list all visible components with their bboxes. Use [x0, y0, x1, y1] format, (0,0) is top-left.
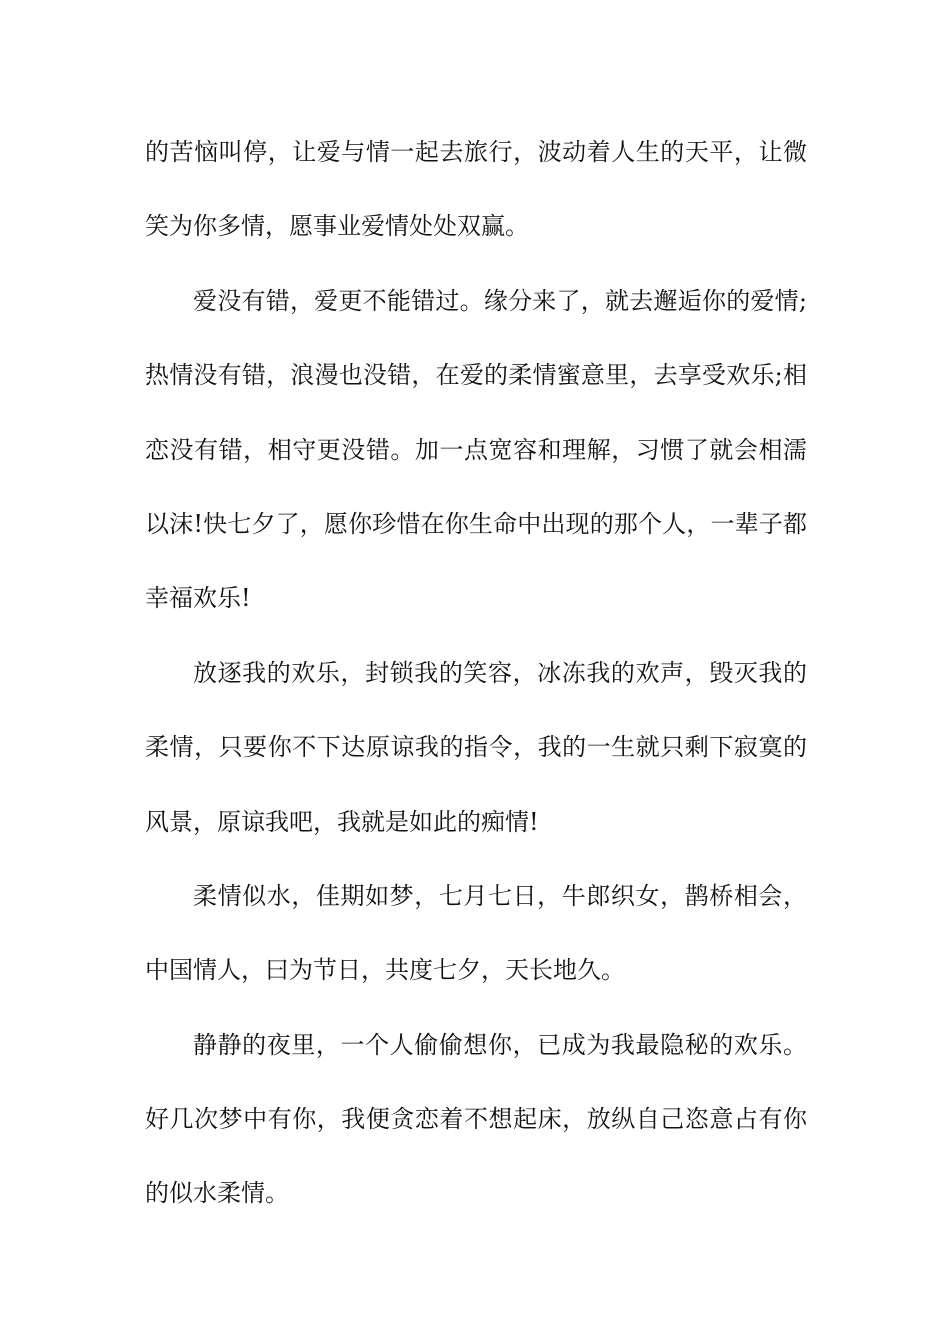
- body-text: [145, 128, 807, 1244]
- text-line: 以沫!快七夕了，愿你珍惜在你生命中出现的那个人，一辈子都: [145, 509, 807, 538]
- text-line: 中国情人，曰为节日，共度七夕，天长地久。: [145, 956, 625, 985]
- text-line: 放逐我的欢乐，封锁我的笑容，冰冻我的欢声，毁灭我的: [193, 658, 807, 687]
- text-line: 风景，原谅我吧，我就是如此的痴情!: [145, 807, 539, 836]
- text-line: 恋没有错，相守更没错。加一点宽容和理解，习惯了就会相濡: [145, 435, 807, 464]
- text-line: 的苦恼叫停，让爱与情一起去旅行，波动着人生的天平，让微: [145, 138, 807, 166]
- text-line: 静静的夜里，一个人偷偷想你，已成为我最隐秘的欢乐。: [193, 1030, 807, 1059]
- text-line: 好几次梦中有你，我便贪恋着不想起床，放纵自己恣意占有你: [145, 1105, 807, 1134]
- text-line: 的似水柔情。: [145, 1179, 289, 1208]
- text-line: 柔情似水，佳期如梦，七月七日，牛郎织女，鹊桥相会，: [193, 881, 807, 910]
- text-line: 热情没有错，浪漫也没错，在爱的柔情蜜意里，去享受欢乐;相: [145, 361, 807, 390]
- text-line: 柔情，只要你不下达原谅我的指令，我的一生就只剩下寂寞的: [145, 733, 807, 762]
- text-line: 幸福欢乐!: [145, 584, 251, 613]
- text-line: 爱没有错，爱更不能错过。缘分来了，就去邂逅你的爱情;: [193, 286, 807, 315]
- text-line: 笑为你多情，愿事业爱情处处双赢。: [145, 212, 529, 241]
